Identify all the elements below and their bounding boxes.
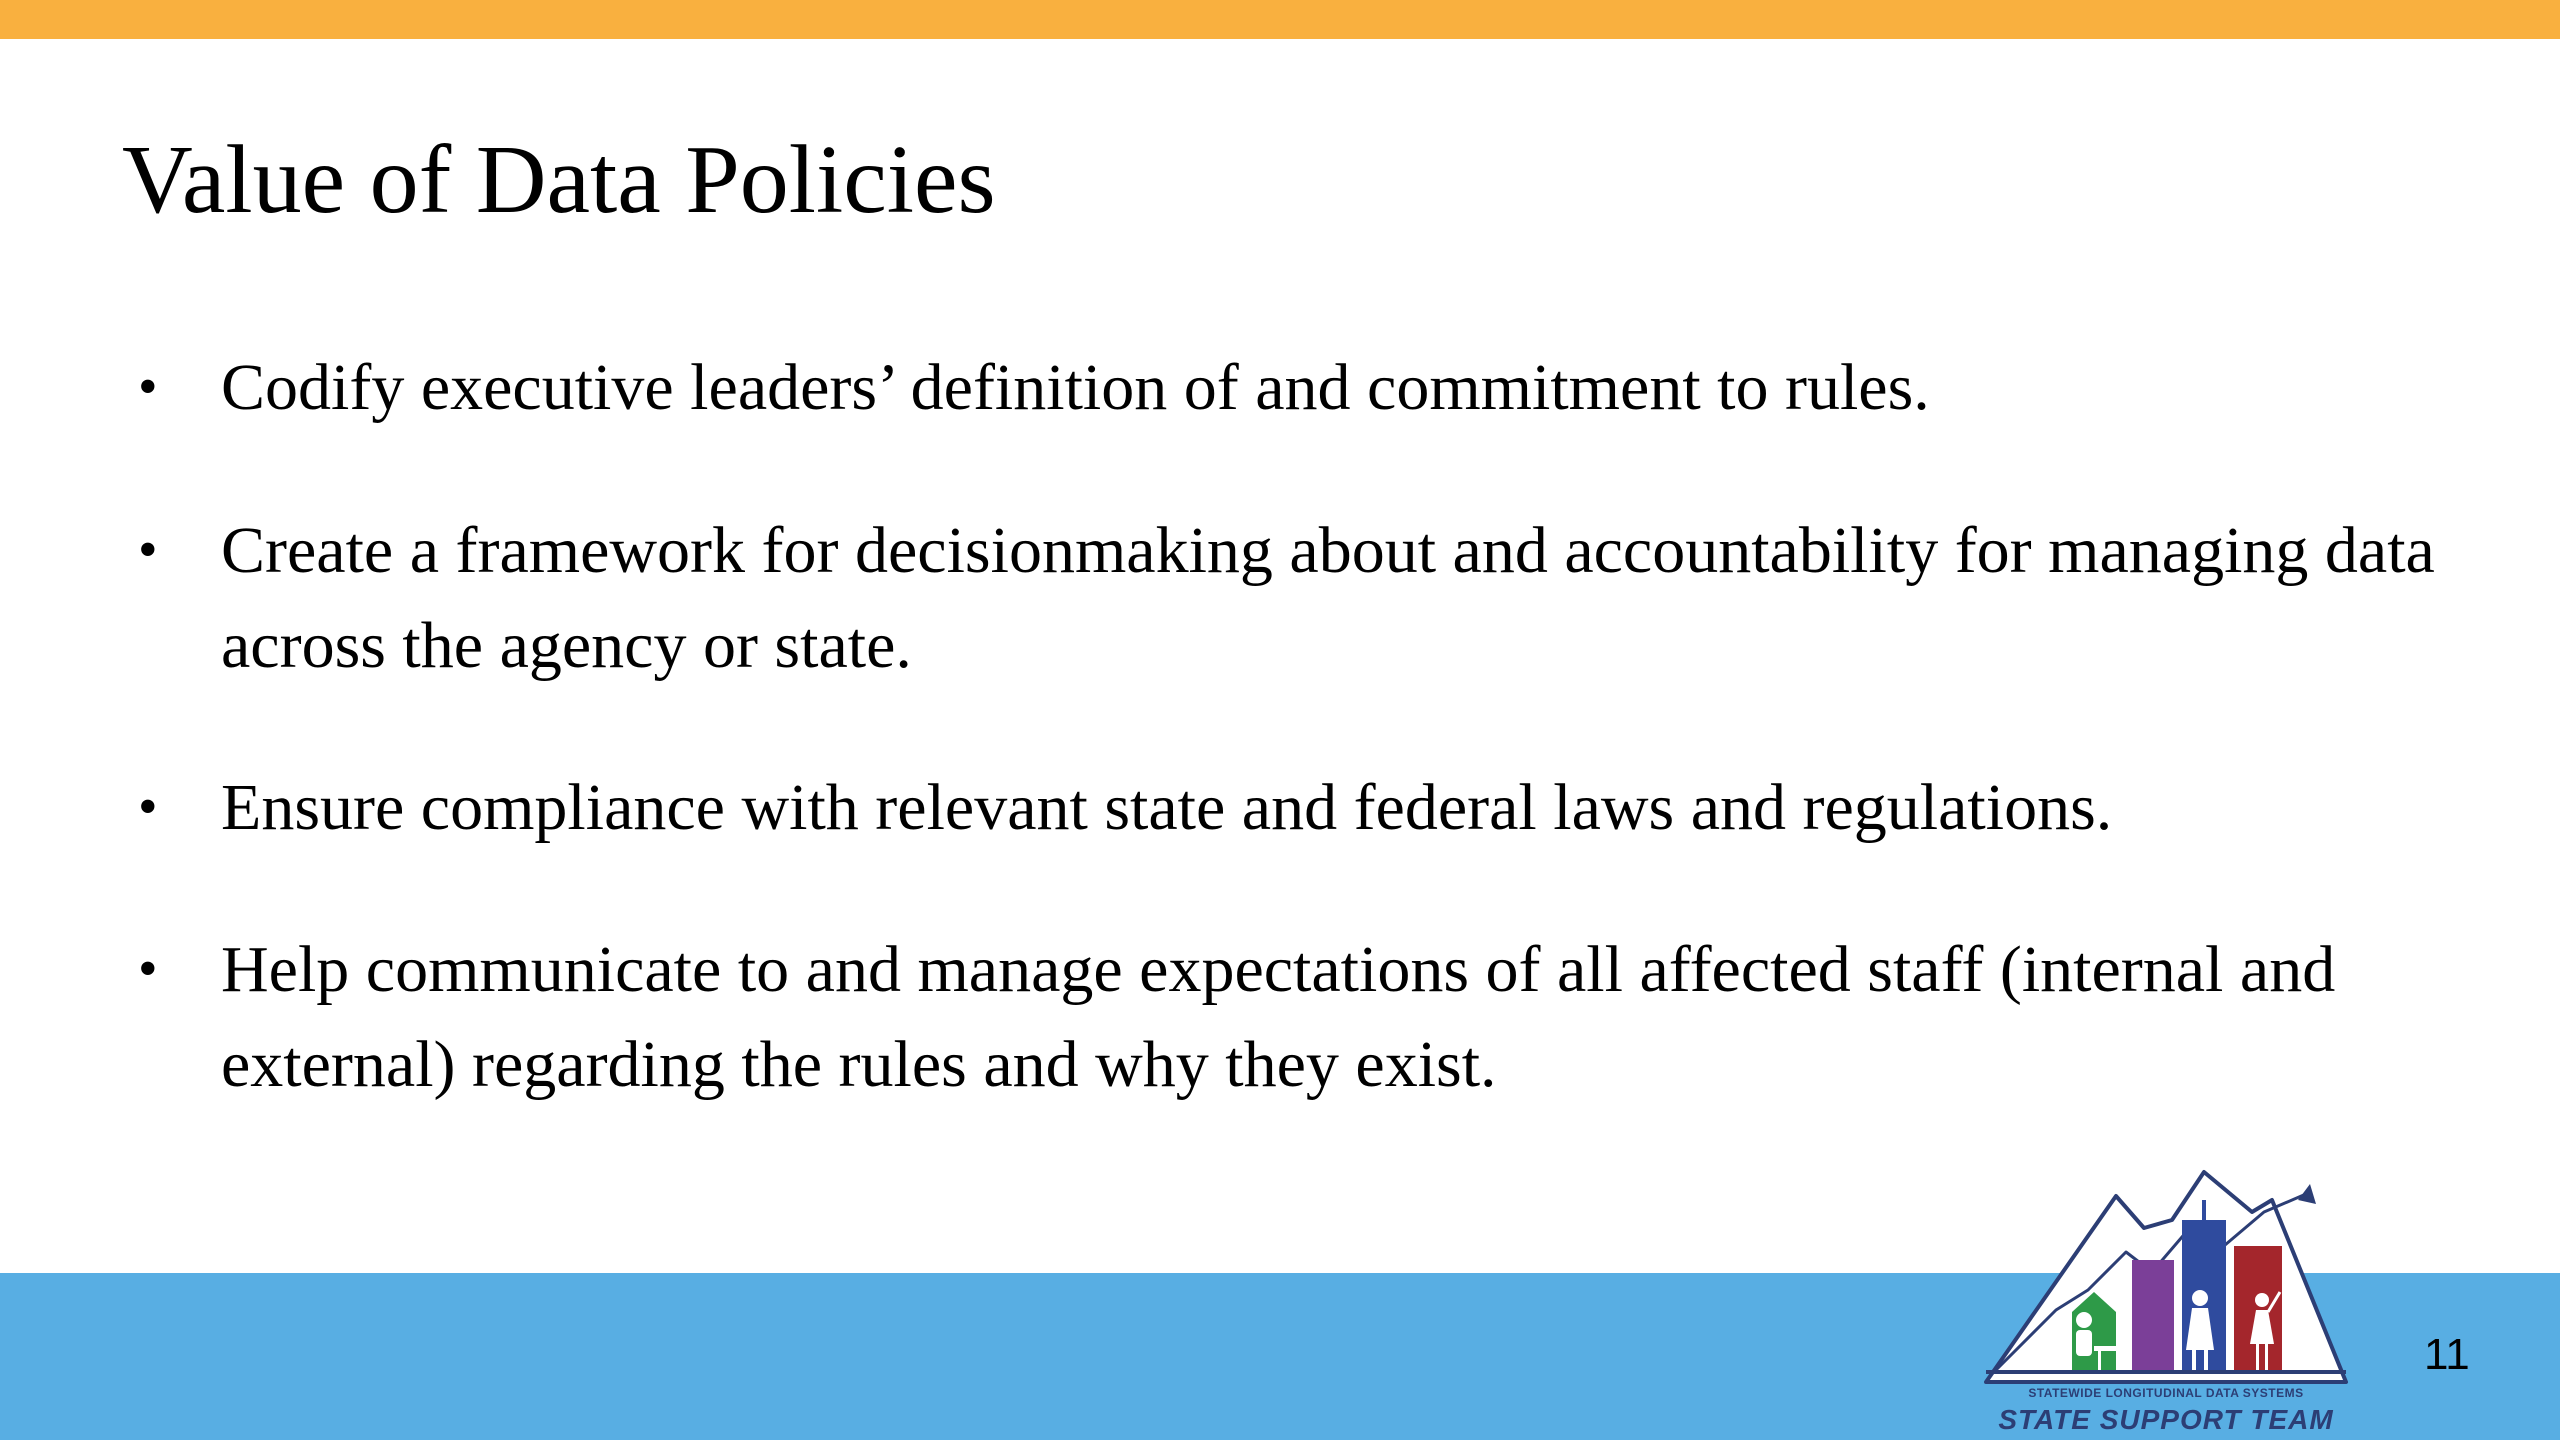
slide-title: Value of Data Policies xyxy=(122,126,996,234)
bullet-marker: • xyxy=(138,356,158,418)
logo-caption: STATEWIDE LONGITUDINAL DATA SYSTEMS xyxy=(2028,1386,2304,1400)
page-number: 11 xyxy=(2424,1330,2470,1379)
bullet-marker: • xyxy=(138,938,158,1000)
bullet-item xyxy=(138,340,2438,435)
bullet-text: Ensure compliance with relevant state and federal laws and regulations. xyxy=(221,771,2113,844)
bullet-item xyxy=(138,922,2438,1112)
bullet-item xyxy=(138,503,2438,693)
bullet-marker: • xyxy=(138,519,158,581)
logo-name: STATE SUPPORT TEAM xyxy=(1998,1404,2334,1435)
slds-state-support-team-logo xyxy=(1976,1160,2356,1440)
top-accent-bar xyxy=(0,0,2560,39)
bullet-item xyxy=(138,760,2438,855)
bullet-text: Create a framework for decisionmaking about and accountability for managing data across the agency or state. xyxy=(221,514,2435,682)
bullet-marker: • xyxy=(138,776,158,838)
bullet-text: Codify executive leaders’ definition of and commitment to rules. xyxy=(221,351,1930,424)
bullet-text: Help communicate to and manage expectations of all affected staff (internal and external) regarding the rules and why they exist. xyxy=(221,933,2336,1101)
